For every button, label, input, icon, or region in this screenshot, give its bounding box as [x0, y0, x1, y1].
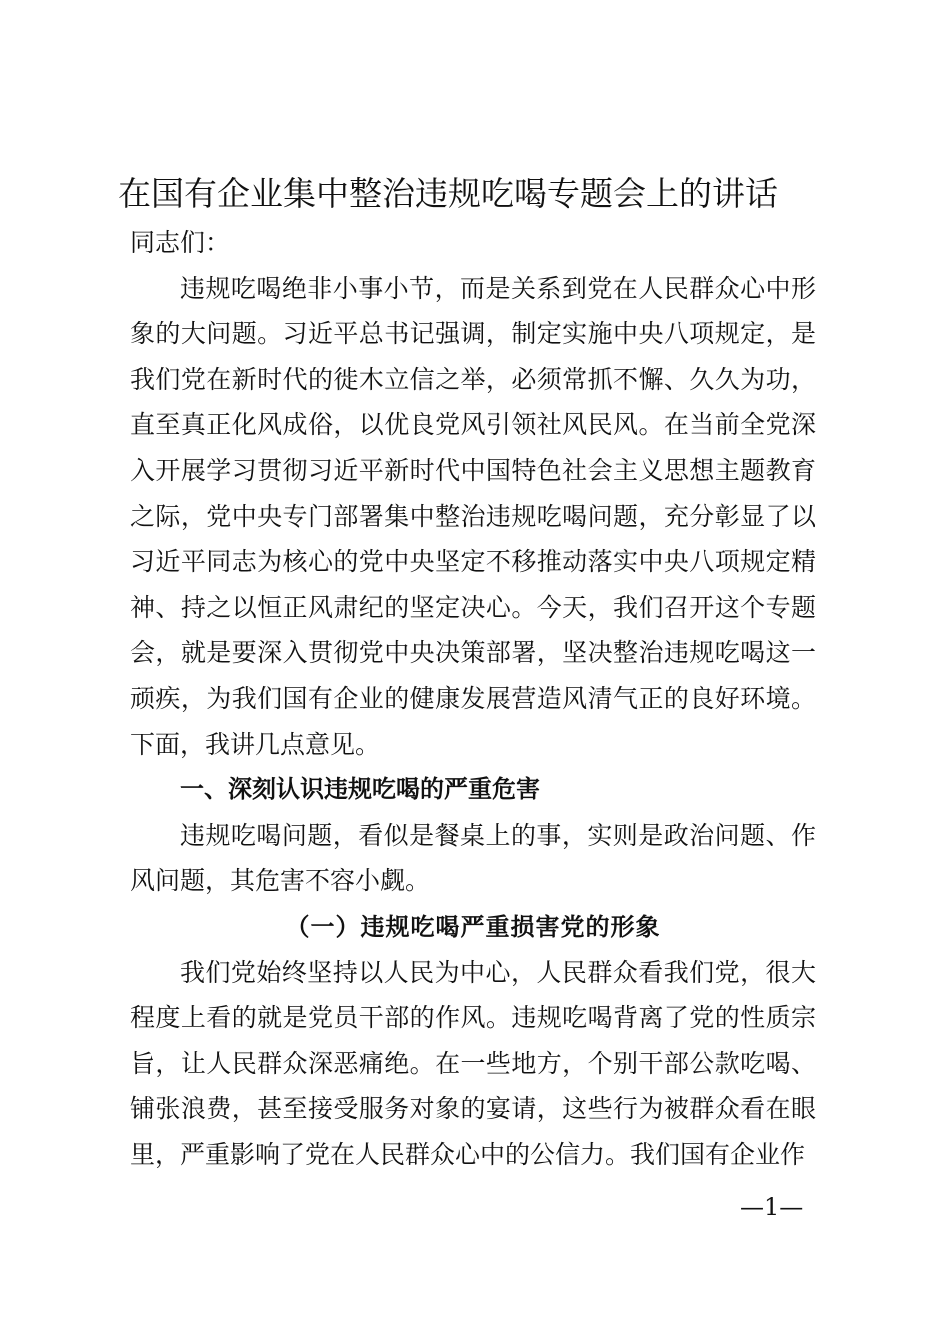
subsection-paragraph: 我们党始终坚持以人民为中心，人民群众看我们党，很大程度上看的就是党员干部的作风。违规吃喝背离了党的性质宗旨，让人民群众深恶痛绝。在一些地方，个别干部公款吃喝、铺张浪费，甚至接受服务对象的宴请，这些行为被群众看在眼里，严重影响了党在人民群众心中的公信力。我们国有企业作 — [130, 957, 816, 1169]
document-title: 在国有企业集中整治违规吃喝专题会上的讲话 — [118, 174, 778, 213]
opening-paragraph: 违规吃喝绝非小事小节，而是关系到党在人民群众心中形象的大问题。习近平总书记强调，制定实施中央八项规定，是我们党在新时代的徙木立信之举，必须常抓不懈、久久为功，直至真正化风成俗，以优良党风引领社风民风。在当前全党深入开展学习贯彻习近平新时代中国特色社会主义思想主题教育之际，党中央专门部署集中整治违规吃喝问题，充分彰显了以习近平同志为核心的党中央坚定不移推动落实中央八项规定精神、持之以恒正风肃纪的坚定决心。今天，我们召开这个专题会，就是要深入贯彻党中央决策部署，坚决整治违规吃喝这一顽疾，为我们国有企业的健康发展营造风清气正的良好环境。下面，我讲几点意见。 — [130, 273, 816, 759]
salutation: 同志们： — [130, 228, 231, 257]
document-body — [130, 220, 816, 1177]
subsection-heading-1: （一）违规吃喝严重损害党的形象 — [285, 911, 661, 941]
page-number: —1— — [740, 1193, 804, 1221]
section-heading-1: 一、深刻认识违规吃喝的严重危害 — [180, 775, 540, 804]
section-intro-paragraph: 违规吃喝问题，看似是餐桌上的事，实则是政治问题、作风问题，其危害不容小觑。 — [130, 820, 816, 896]
